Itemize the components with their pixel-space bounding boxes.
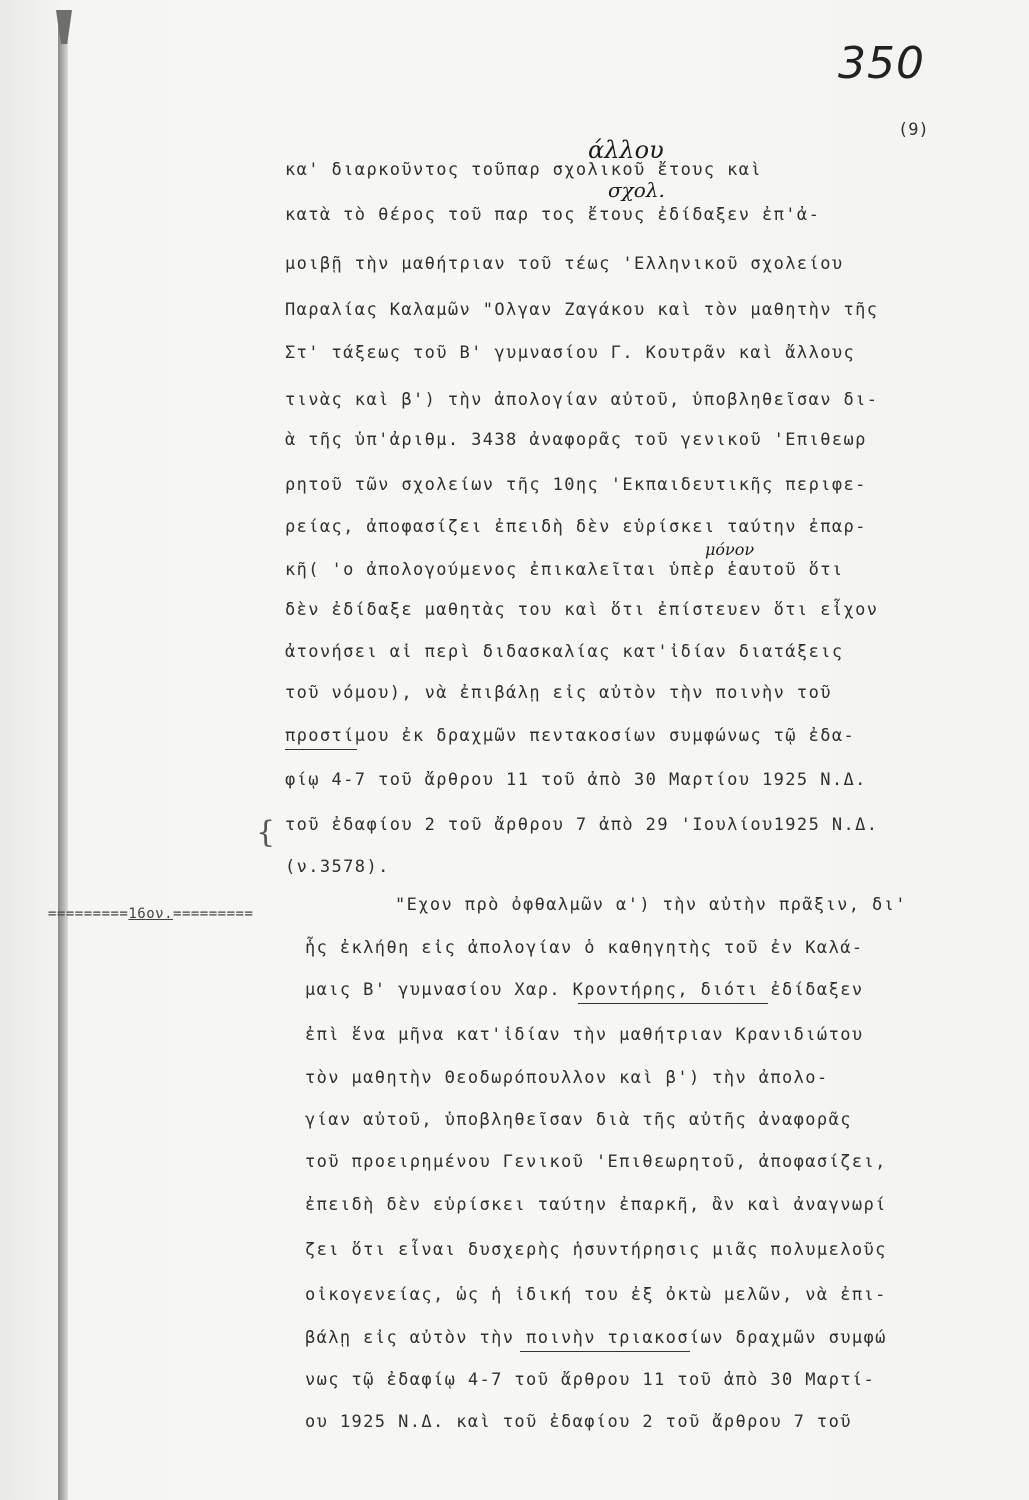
text-line: ου 1925 Ν.Δ. καὶ τοῦ ἐδαφίου 2 τοῦ ἄρθρου 7 τοῦ <box>305 1412 852 1432</box>
text-line: μαις Β' γυμνασίου Χαρ. Κροντήρης, διότι ἐδίδαξεν <box>305 980 864 1000</box>
handwritten-note-3: μόνον <box>705 540 755 559</box>
handwritten-note-1: άλλου <box>588 136 664 164</box>
text-line: κῆ( 'ο ἀπολογούμενος ἐπικαλεῖται ὑπὲρ ἑαυτοῦ ὅτι <box>285 560 844 580</box>
text-line: τοῦ προειρημένου Γενικοῦ 'Επιθεωρητοῦ, ἀποφασίζει, <box>305 1152 887 1172</box>
text-line: βάλῃ εἰς αὐτὸν τὴν ποινὴν τριακοσίων δραχμῶν συμφώ <box>305 1328 887 1348</box>
underline-name <box>578 1003 768 1004</box>
text-line: γίαν αὐτοῦ, ὑποβληθεῖσαν διὰ τῆς αὐτῆς ἀναφορᾶς <box>305 1110 852 1130</box>
text-line: φίῳ 4-7 τοῦ ἄρθρου 11 τοῦ ἀπὸ 30 Μαρτίου 1925 Ν.Δ. <box>285 770 867 790</box>
text-line: τὸν μαθητὴν Θεοδωρόπουλλον καὶ β') τὴν ἀπολο- <box>305 1068 829 1088</box>
text-line: κατὰ τὸ θέρος τοῦ παρ τος ἔτους ἐδίδαξεν ἐπ'ἀ- <box>285 205 821 225</box>
text-line: τινὰς καὶ β') τὴν ἀπολογίαν αὐτοῦ, ὑποβληθεῖσαν δι- <box>285 390 879 410</box>
margin-dashes-left: ========= <box>48 906 129 922</box>
margin-note-label: 16ον. <box>128 906 174 922</box>
underline-prostimou <box>285 749 357 750</box>
handwritten-note-2: σχολ. <box>608 178 665 202</box>
text-line: Στ' τάξεως τοῦ Β' γυμνασίου Γ. Κουτρᾶν καὶ ἄλλους <box>285 343 856 363</box>
text-line: (ν.3578). <box>285 857 390 877</box>
text-line: "Εχον πρὸ ὀφθαλμῶν α') τὴν αὐτὴν πρᾶξιν, δι' <box>395 895 907 915</box>
binding-edge <box>58 10 68 1500</box>
text-line: κα' διαρκοῦντος τοῦπαρ σχολικοῦ ἔτους καὶ <box>285 160 763 180</box>
section-number: (9) <box>898 120 929 140</box>
text-line: μοιβῇ τὴν μαθήτριαν τοῦ τέως 'Ελληνικοῦ σχολείου <box>285 254 844 274</box>
text-line: ἀτονήσει αἱ περὶ διδασκαλίας κατ'ἰδίαν διατάξεις <box>285 642 844 662</box>
handwritten-bracket: { <box>256 815 276 850</box>
text-line: προστίμου ἐκ δραχμῶν πεντακοσίων συμφώνως τῷ ἐδα- <box>285 726 856 746</box>
text-line: οἰκογενείας, ὡς ἡ ἰδική του ἐξ ὀκτὼ μελῶν, νὰ ἐπι- <box>305 1285 887 1305</box>
text-line: ἧς ἐκλήθη εἰς ἀπολογίαν ὁ καθηγητὴς τοῦ ἐν Καλά- <box>305 938 864 958</box>
text-line: ρητοῦ τῶν σχολείων τῆς 10ης 'Εκπαιδευτικῆς περιφε- <box>285 475 867 495</box>
margin-dashes-right: ========= <box>173 906 254 922</box>
text-line: Παραλίας Καλαμῶν "Ολγαν Ζαγάκου καὶ τὸν μαθητὴν τῆς <box>285 300 879 320</box>
text-line: ζει ὅτι εἶναι δυσχερὴς ἡσυντήρησις μιᾶς πολυμελοῦς <box>305 1240 887 1260</box>
page-number: 350 <box>838 38 925 89</box>
text-line: τοῦ ἐδαφίου 2 τοῦ ἄρθρου 7 ἀπὸ 29 'Ιουλίου1925 Ν.Δ. <box>285 815 879 835</box>
text-line: τοῦ νόμου), νὰ ἐπιβάλῃ εἰς αὐτὸν τὴν ποινὴν τοῦ <box>285 683 832 703</box>
text-line: νως τῷ ἐδαφίῳ 4-7 τοῦ ἄρθρου 11 τοῦ ἀπὸ 30 Μαρτί- <box>305 1370 876 1390</box>
text-line: ὰ τῆς ὑπ'ἀριθμ. 3438 ἀναφορᾶς τοῦ γενικοῦ 'Επιθεωρ <box>285 430 867 450</box>
margin-note <box>48 906 253 922</box>
text-line: ρείας, ἀποφασίζει ἐπειδὴ δὲν εὑρίσκει ταύτην ἐπαρ- <box>285 517 867 537</box>
text-line: ἐπειδὴ δὲν εὑρίσκει ταύτην ἐπαρκῆ, ἂν καὶ ἀναγνωρί <box>305 1195 887 1215</box>
text-line: δὲν ἐδίδαξε μαθητὰς του καὶ ὅτι ἐπίστευεν ὅτι εἶχον <box>285 600 879 620</box>
underline-poinin <box>520 1351 690 1352</box>
text-line: ἐπὶ ἕνα μῆνα κατ'ἰδίαν τὴν μαθήτριαν Κρανιδιώτου <box>305 1025 864 1045</box>
